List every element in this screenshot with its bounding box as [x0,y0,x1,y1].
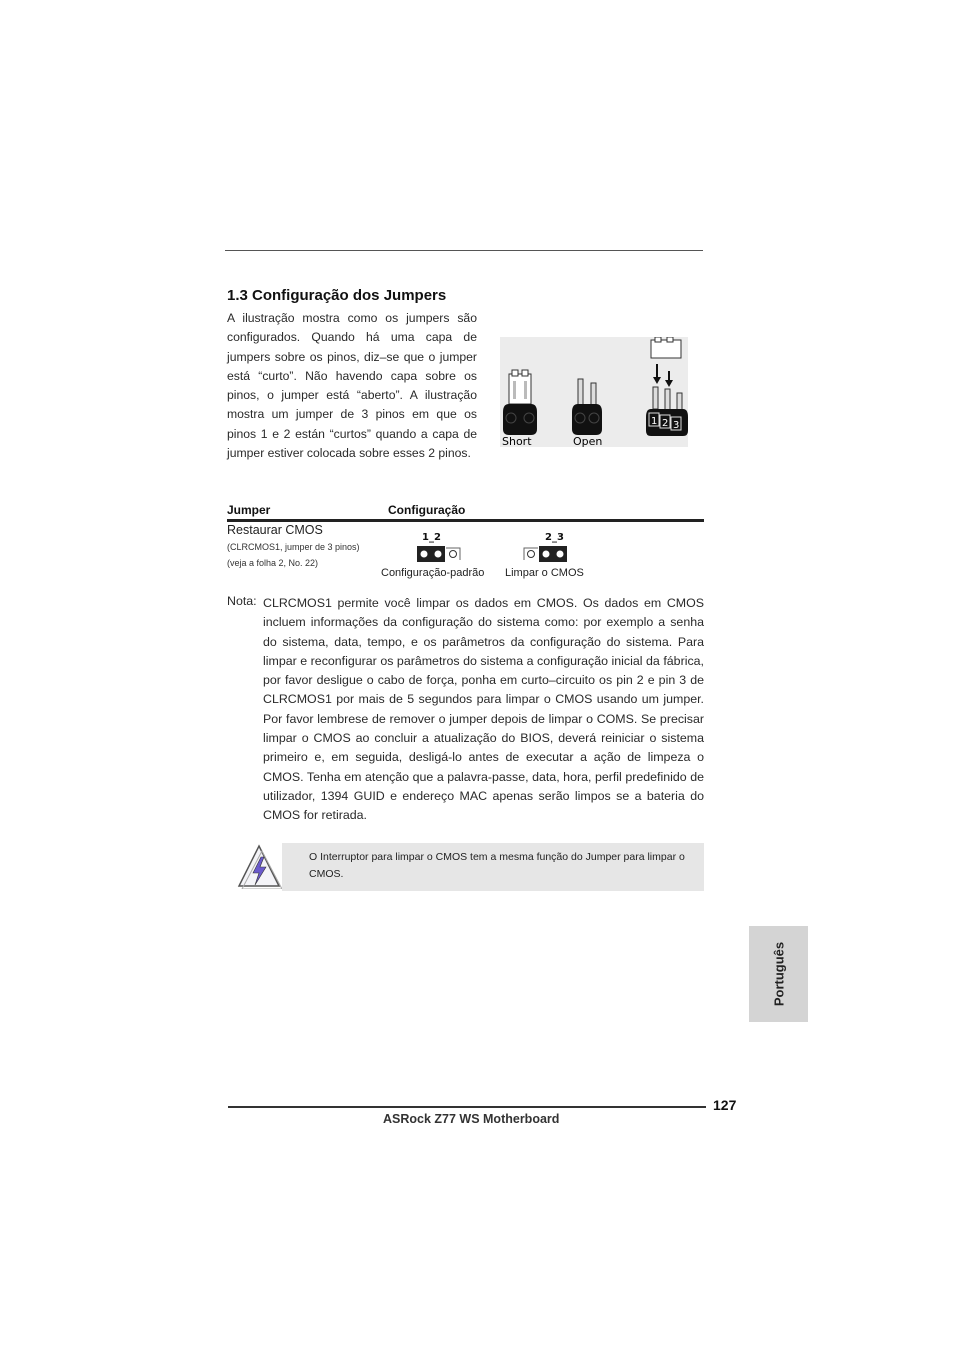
pin-number-1: 1 [651,416,658,427]
jumper-1-2-label: 1_2 [422,532,441,543]
jumper-diagram [500,337,688,447]
intro-paragraph: A ilustração mostra como os jumpers são configurados. Quando há uma capa de jumpers sobre os pinos, diz–se que o jumper está “curto”. Não havendo capa sobre os pinos, o jumper está “aberto”. A ilustração mostra um jumper de 3 pinos em que os pinos 1 e 2 están “curtos” quando a capa de jumper estiver colocada sobre esses 2 pinos. [227,311,477,461]
section-title: 1.3 Configuração dos Jumpers [227,287,447,304]
table-header-jumper: Jumper [227,503,271,517]
open-label: Open [573,435,603,447]
note-body: CLRCMOS1 permite você limpar os dados em CMOS. Os dados em CMOS incluem informações da configuração do sistema como: por exemplo a senha do sistema, data, tempo, e os parâmetros da configuração do sistema. Para limpar e reconfigurar os parâmetros do sistema a configuração inicial da fábrica, por favor desligue o cabo de força, ponha em curto–circuito os pin 2 e pin 3 de CLRCMOS1 por mais de 5 segundos para limpar o CMOS usando um jumper. Por favor lembrese de remover o jumper depois de limpar o COMS. Se precisar limpar o CMOS ao concluir a atualização do BIOS, deverá reiniciar o sistema primeiro e, em seguida, desligá-lo antes de executar a ação de limpeza o CMOS. Tenha em atenção que a palavra-passe, data, hora, perfil predefinido de utilizador, 1394 GUID e endereço MAC apenas serão limpos se a bateria do CMOS for retirada. [263,596,704,823]
warning-text: O Interruptor para limpar o CMOS tem a mesma função do Jumper para limpar o CMOS. [309,851,685,880]
pin-number-2: 2 [662,418,669,429]
language-side-tab-label: Português [771,941,786,1007]
header-rule [225,250,703,251]
warning-lightning-icon [236,843,282,894]
language-side-tab [749,926,808,1022]
three-pin-jumper [646,337,688,436]
jumper-2-3-label: 2_3 [545,532,564,543]
jumper-2-3-pins [522,545,568,568]
table-rule [227,519,704,522]
jumper-2-3-caption: Limpar o CMOS [505,567,584,579]
row-sub-2: (veja a folha 2, No. 22) [227,558,319,568]
pin-number-3: 3 [673,420,680,431]
footer-product: ASRock Z77 WS Motherboard [383,1112,560,1126]
page-number: 127 [713,1097,737,1113]
jumper-illustration [500,337,688,447]
table-header-config: Configuração [388,503,466,517]
short-jumper [503,370,537,435]
short-label: Short [502,435,532,447]
footer-rule [228,1106,706,1108]
open-jumper [572,379,602,435]
jumper-1-2-caption: Configuração-padrão [381,567,485,579]
note-heading: Nota: [227,594,257,608]
row-name: Restaurar CMOS [227,523,323,537]
jumper-1-2-pins [416,545,462,568]
row-sub-1: (CLRCMOS1, jumper de 3 pinos) [227,542,360,552]
